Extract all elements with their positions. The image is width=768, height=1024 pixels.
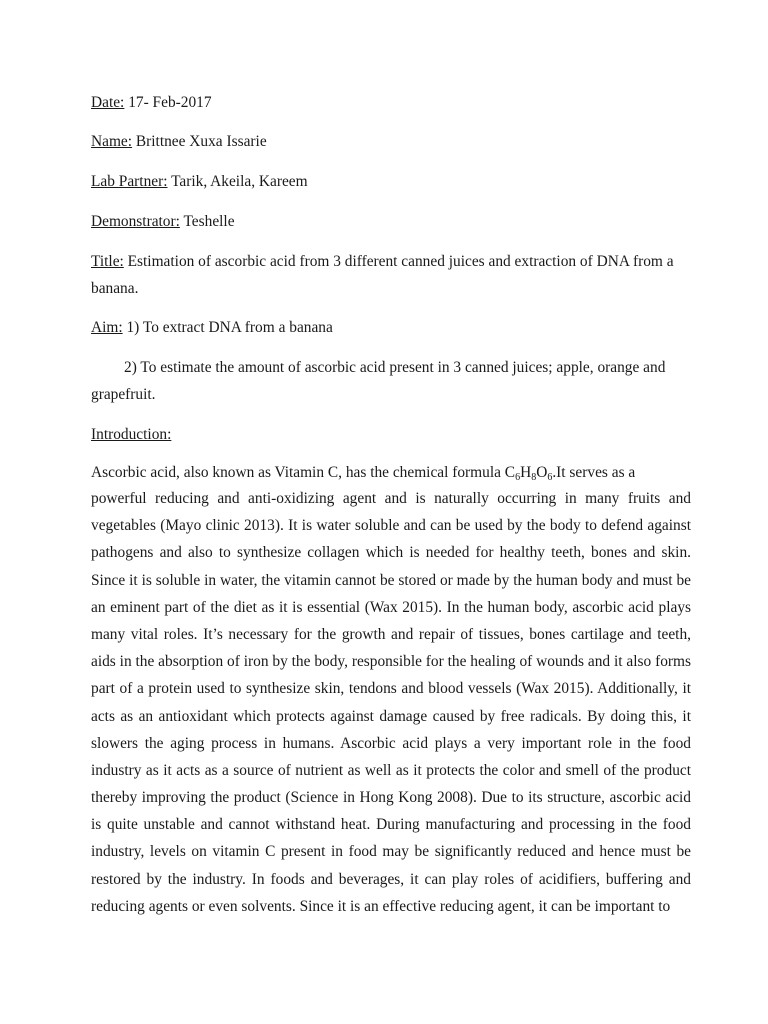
intro-text-line: Since it is soluble in water, the vitamin cannot be stored or made by the human body and must be (91, 571, 691, 589)
intro-line-1-pre: Ascorbic acid, also known as Vitamin C, has the chemical formula C (91, 464, 516, 481)
aim-2-text-2: grapefruit. (91, 386, 156, 403)
demonstrator-label: Demonstrator: (91, 213, 180, 230)
intro-line-1-post: .It serves as a (552, 464, 636, 481)
title-text-1: Estimation of ascorbic acid from 3 different canned juices and extraction of DNA from a (123, 253, 674, 270)
formula-c-subscript: 6 (515, 472, 521, 483)
intro-text-line: is quite unstable and cannot withstand heat. During manufacturing and processing in the food (91, 816, 691, 834)
aim-line-2b (91, 385, 156, 405)
intro-text-line: restored by the industry. In foods and beverages, it can play roles of acidifiers, buffering and (91, 870, 691, 888)
title-text-2: banana. (91, 280, 139, 297)
intro-text-line: many vital roles. It’s necessary for the growth and repair of tissues, bones cartilage and teeth, (91, 625, 691, 643)
aim-line-1 (91, 318, 333, 338)
aim-1-text: 1) To extract DNA from a banana (122, 319, 333, 336)
date-label: Date: (91, 94, 125, 111)
intro-text-line: slowers the aging process in humans. Ascorbic acid plays a very important role in the food (91, 734, 691, 752)
aim-label: Aim: (91, 319, 123, 336)
formula-o-subscript: 6 (547, 472, 553, 483)
lab-partner-line (91, 172, 308, 192)
intro-text-line: pathogens and also to synthesize collagen which is needed for healthy teeth, bones and skin. (91, 544, 691, 562)
introduction-heading (91, 425, 171, 445)
intro-text-line: acts as an antioxidant which protects against damage caused by free radicals. By doing this, it (91, 707, 691, 725)
formula-h-subscript: 8 (531, 472, 537, 483)
intro-text-line: industry, levels on vitamin C present in food may be significantly reduced and hence must be (91, 843, 691, 861)
intro-text-line: thereby improving the product (Science in Hong Kong 2008). Due to its structure, ascorbic acid (91, 789, 691, 807)
demonstrator-line (91, 212, 235, 232)
title-label: Title: (91, 253, 124, 270)
intro-text-line: reducing agents or even solvents. Since it is an effective reducing agent, it can be important to (91, 897, 671, 915)
intro-text-line: vegetables (Mayo clinic 2013). It is water soluble and can be used by the body to defend against (91, 517, 691, 535)
intro-text-line: part of a protein used to synthesize skin, tendons and blood vessels (Wax 2015). Additionally, it (91, 680, 691, 698)
formula-o: O (536, 464, 548, 481)
intro-text-line: aids in the absorption of iron by the body, responsible for the healing of wounds and it also forms (91, 653, 691, 671)
intro-text-line: powerful reducing and anti-oxidizing agent and is naturally occurring in many fruits and (91, 490, 691, 507)
formula-h: H (520, 464, 532, 481)
intro-text-line: industry as it acts as a source of nutrient as well as it protects the color and smell of the product (91, 761, 691, 779)
name-value: Brittnee Xuxa Issarie (132, 133, 267, 150)
title-line-2 (91, 279, 138, 299)
intro-text-line: an eminent part of the diet as it is essential (Wax 2015). In the human body, ascorbic acid plays (91, 598, 691, 616)
intro-line-1 (91, 463, 635, 483)
aim-2-text-1: 2) To estimate the amount of ascorbic acid present in 3 canned juices; apple, orange and (124, 359, 666, 376)
name-label: Name: (91, 133, 133, 150)
lab-partner-value: Tarik, Akeila, Kareem (167, 173, 308, 190)
name-line (91, 132, 267, 152)
title-line-1 (91, 252, 674, 272)
date-value: 17- Feb-2017 (124, 94, 212, 111)
introduction-paragraph (91, 485, 691, 920)
introduction-heading-text: Introduction: (91, 426, 172, 443)
lab-partner-label: Lab Partner: (91, 173, 168, 190)
aim-line-2 (124, 358, 665, 378)
date-line (91, 93, 212, 113)
demonstrator-value: Teshelle (179, 213, 235, 230)
